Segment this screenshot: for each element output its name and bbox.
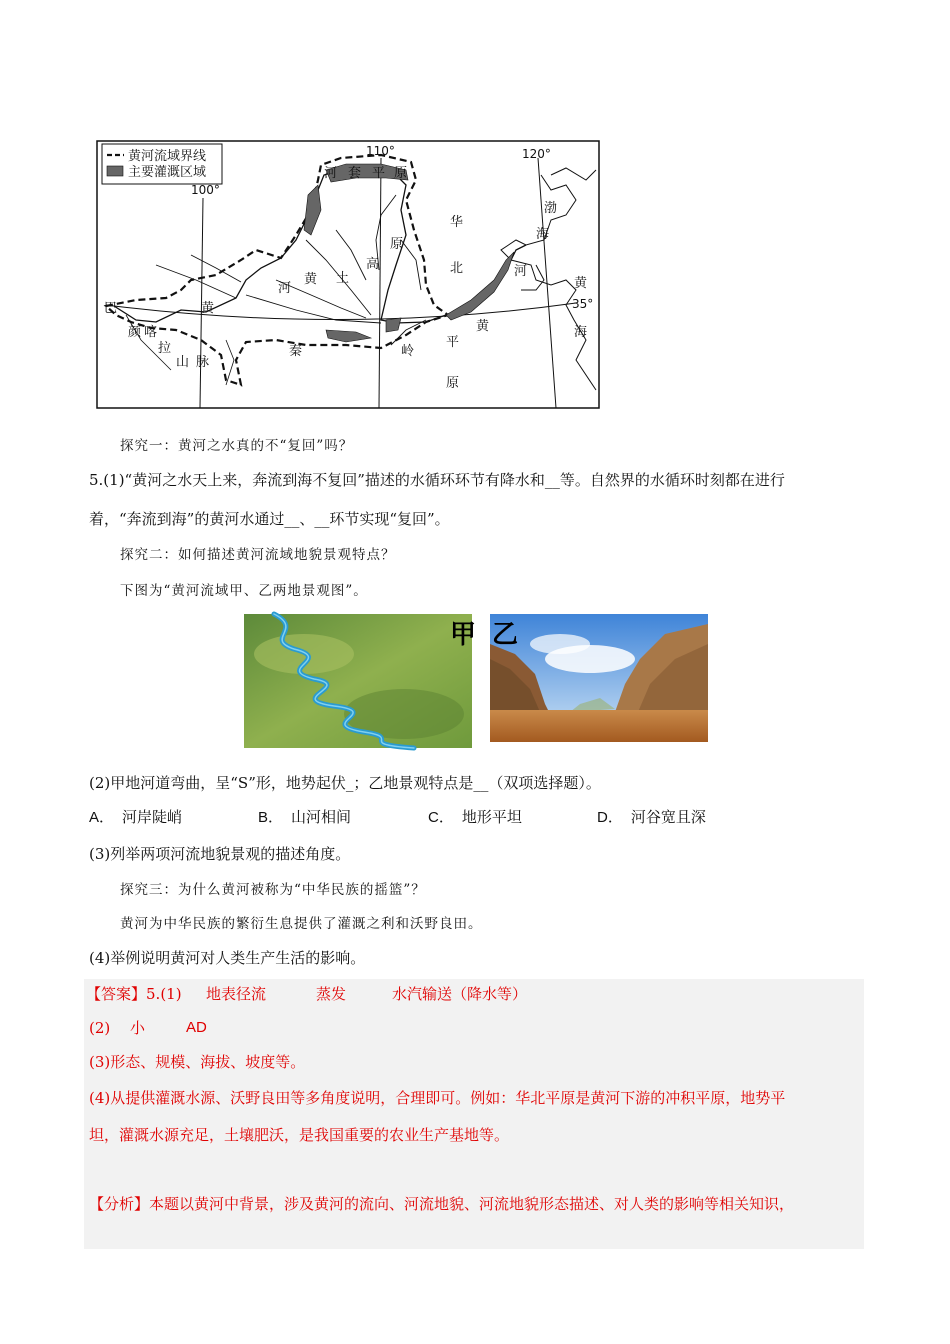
qinling-char: 岭 [401, 344, 415, 359]
lon-120-label: 120° [522, 147, 551, 161]
inquiry-one-title: 探究一：黄河之水真的不“复回”吗？ [120, 438, 354, 454]
yellow-river-basin-map [96, 140, 600, 410]
option-a [89, 806, 182, 829]
option-letter: D． [597, 809, 623, 826]
option-letter: C． [428, 809, 454, 826]
lon-110-label: 110° [366, 144, 395, 158]
answer-tag: 【答案】 [86, 985, 147, 1003]
huanghai-char: 海 [574, 325, 588, 340]
map-label-huang: 黄 [476, 319, 490, 334]
hetao-char: 原 [394, 166, 408, 181]
answer-item: 地表径流 [206, 985, 267, 1003]
pingyuan-char: 原 [446, 376, 460, 391]
figure-caption: 下图为“黄河流域甲、乙两地景观图”。 [120, 583, 368, 599]
bayan-char: 脉 [196, 355, 210, 370]
photo-a-tag: 甲 [450, 620, 477, 650]
map-label-huang: 黄 [304, 272, 318, 287]
inquiry-two-title: 探究二：如何描述黄河流域地貌景观特点？ [120, 547, 396, 563]
bohai-char: 海 [536, 227, 550, 242]
legend-boundary-label: 黄河流域界线 [128, 149, 207, 164]
photo-b-tag: 乙 [492, 620, 519, 650]
option-text: 河岸陡峭 [122, 808, 183, 826]
answer-item: 小 [130, 1019, 146, 1037]
analysis-tag: 【分析】 [89, 1195, 150, 1213]
question-5-2: (2)甲地河道弯曲，呈“S”形，地势起伏_；乙地景观特点是__（双项选择题）。 [89, 774, 601, 792]
pingyuan-char: 平 [446, 335, 460, 350]
answer-item: 水汽输送（降水等） [392, 985, 528, 1003]
map-label-he: 河 [278, 281, 292, 296]
analysis-line [89, 1193, 794, 1215]
answer-line-1 [86, 983, 182, 1005]
bayan-char: 喀 [144, 325, 158, 340]
question-5-1-line2: 着，“奔流到海”的黄河水通过__、__环节实现“复回”。 [89, 510, 450, 528]
inquiry-three-intro: 黄河为中华民族的繁衍生息提供了灌溉之利和沃野良田。 [120, 916, 483, 932]
bayan-char: 山 [176, 355, 190, 370]
option-d [597, 806, 706, 829]
option-b [258, 806, 351, 829]
option-text: 地形平坦 [461, 808, 522, 826]
lat-35-label: 35° [572, 297, 594, 311]
answer-item: 蒸发 [316, 985, 347, 1003]
loess-gao: 高 [366, 257, 380, 272]
hetao-char: 平 [372, 166, 386, 181]
answer-4-line2: 坦，灌溉水源充足，土壤肥沃，是我国重要的农业生产基地等。 [89, 1126, 510, 1144]
answer-2-prefix: (2) [89, 1019, 111, 1037]
answer-3: (3)形态、规模、海拔、坡度等。 [89, 1053, 306, 1071]
option-text: 山河相间 [291, 808, 352, 826]
legend-fill-icon [107, 166, 123, 176]
map-label-he: 河 [514, 264, 528, 279]
map-label-huang: 黄 [201, 301, 215, 316]
inquiry-three-title: 探究三：为什么黄河被称为“中华民族的摇篮”？ [120, 882, 426, 898]
option-c [428, 806, 522, 829]
answer-item: AD [186, 1019, 207, 1036]
option-text: 河谷宽且深 [630, 808, 706, 826]
answer-prefix: 5.(1) [146, 985, 182, 1003]
option-letter: B． [258, 809, 284, 826]
loess-tu: 土 [336, 271, 350, 286]
landscape-photo-b [490, 614, 708, 742]
qinling-char: 秦 [289, 344, 303, 359]
loess-yuan: 原 [390, 237, 404, 252]
question-5-4: (4)举例说明黄河对人类生产生活的影响。 [89, 949, 366, 967]
bayan-char: 巴 [104, 301, 118, 316]
question-5-3: (3)列举两项河流地貌景观的描述角度。 [89, 845, 351, 863]
hetao-char: 河 [324, 166, 338, 181]
bayan-char: 颜 [128, 325, 142, 340]
option-letter: A． [89, 809, 115, 826]
huabei-char: 北 [450, 261, 464, 276]
analysis-text: 本题以黄河中背景，涉及黄河的流向、河流地貌、河流地貌形态描述、对人类的影响等相关知识， [149, 1195, 795, 1213]
bohai-char: 渤 [544, 201, 558, 216]
answer-4-line1: (4)从提供灌溉水源、沃野良田等多角度说明，合理即可。例如：华北平原是黄河下游的冲积平原，地势平 [89, 1089, 786, 1107]
lon-100-label: 100° [191, 183, 220, 197]
hetao-char: 套 [348, 166, 362, 181]
legend-irrigation-label: 主要灌溉区域 [128, 165, 207, 180]
huanghai-char: 黄 [574, 276, 588, 291]
question-5-1-line1: 5.(1)“黄河之水天上来，奔流到海不复回”描述的水循环环节有降水和__等。自然界的水循环时刻都在进行 [89, 471, 785, 489]
bayan-char: 拉 [158, 341, 172, 356]
landscape-photo-a [244, 614, 477, 748]
huabei-char: 华 [450, 215, 464, 230]
